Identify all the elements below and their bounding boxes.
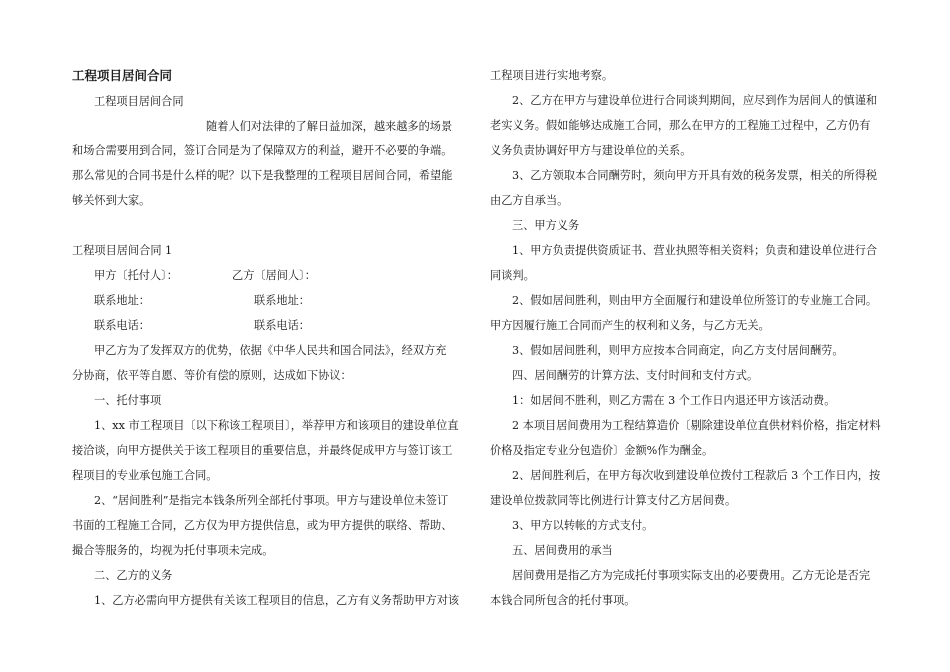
- intro-line-2: 和场合需要用到合同，签订合同是为了保障双方的利益，避开不必要的争端。: [72, 144, 453, 157]
- document-title: 工程项目居间合同: [72, 68, 173, 83]
- clause-1-2-line-1: 2、“居间胜利”是指完本钱条所列全部托付事项。甲方与建设单位未签订: [94, 494, 449, 507]
- document-subtitle: 工程项目居间合同: [94, 95, 184, 108]
- right-line-4: 义务负责协调好甲方与建设单位的关系。: [490, 144, 692, 157]
- right-line-11: 甲方因履行施工合同而产生的权利和义务，与乙方无关。: [490, 319, 770, 332]
- right-line-14: 1：如居间不胜利，则乙方需在 3 个工作日内退还甲方该活动费。: [512, 394, 836, 407]
- preamble-line-1: 甲乙方为了发挥双方的优势，依据《中华人民共和国合同法》，经双方充: [94, 344, 447, 357]
- preamble-line-2: 分协商，依平等自愿、等价有偿的原则，达成如下协议：: [72, 369, 352, 382]
- right-line-3: 老实义务。假如能够达成施工合同，那么在甲方的工程施工过程中，乙方仍有: [490, 119, 871, 132]
- right-line-21: 居间费用是指乙方为完成托付事项实际支出的必要费用。乙方无论是否完: [512, 569, 871, 582]
- right-line-9: 同谈判。: [490, 269, 535, 282]
- phone-row: [94, 318, 454, 334]
- right-line-16: 价格及指定专业分包造价〕金额%作为酬金。: [490, 444, 714, 457]
- phone-b-label: 联系电话：: [254, 319, 310, 332]
- right-line-2: 2、乙方在甲方与建设单位进行合同谈判期间，应尽到作为居间人的慎谨和: [512, 94, 878, 107]
- right-line-5: 3、乙方领取本合同酬劳时，须向甲方开具有效的税务发票，相关的所得税: [512, 169, 878, 182]
- section-4-heading: 四、居间酬劳的计算方法、支付时间和支付方式。: [512, 369, 759, 382]
- section-2-heading: 二、乙方的义务: [94, 569, 173, 582]
- party-a-label: 甲方〔托付人〕：: [94, 269, 178, 282]
- clause-1-1-line-3: 程项目的专业承包施工合同。: [72, 469, 218, 482]
- section-5-heading: 五、居间费用的承当: [512, 544, 613, 557]
- clause-1-1-line-2: 接洽谈，向甲方提供关于该工程项目的重要信息，并最终促成甲方与签订该工: [72, 444, 453, 457]
- right-line-22: 本钱合同所包含的托付事项。: [490, 594, 636, 607]
- section-1-heading: 一、托付事项: [94, 394, 162, 407]
- clause-1-2-line-3: 撮合等服务的，均视为托付事项未完成。: [72, 544, 274, 557]
- right-line-19: 3、甲方以转帐的方式支付。: [512, 519, 654, 532]
- right-line-12: 3、假如居间胜利，则甲方应按本合同商定，向乙方支付居间酬劳。: [512, 344, 844, 357]
- address-b-label: 联系地址：: [254, 294, 310, 307]
- intro-line-3: 那么常见的合同书是什么样的呢？以下是我整理的工程项目居间合同，希望能: [72, 169, 453, 182]
- right-line-18: 建设单位拨款同等比例进行计算支付乙方居间费。: [490, 494, 737, 507]
- clause-1-2-line-2: 书面的工程施工合同，乙方仅为甲方提供信息，或为甲方提供的联络、帮助、: [72, 519, 453, 532]
- intro-line-1: 随着人们对法律的了解日益加深，越来越多的场景: [206, 120, 453, 133]
- address-row: [94, 293, 454, 309]
- clause-1-1-line-1: 1、xx 市工程项目〔以下称该工程项目〕，举荐甲方和该项目的建设单位直: [94, 419, 459, 432]
- intro-line-4: 够关怀到大家。: [72, 194, 151, 207]
- right-line-6: 由乙方自承当。: [490, 194, 569, 207]
- right-line-15: 2 本项目居间费用为工程结算造价〔剔除建设单位直供材料价格，指定材料: [512, 419, 881, 432]
- right-line-10: 2、假如居间胜利，则由甲方全面履行和建设单位所签订的专业施工合同。: [512, 294, 878, 307]
- phone-a-label: 联系电话：: [94, 319, 150, 332]
- right-line-1: 工程项目进行实地考察。: [490, 69, 614, 82]
- party-b-label: 乙方〔居间人〕：: [232, 269, 316, 282]
- address-a-label: 联系地址：: [94, 294, 150, 307]
- clause-2-1-line-1: 1、乙方必需向甲方提供有关该工程项目的信息，乙方有义务帮助甲方对该: [94, 594, 460, 607]
- section-3-heading: 三、甲方义务: [512, 219, 580, 232]
- party-row: [94, 268, 454, 284]
- right-line-17: 2、居间胜利后，在甲方每次收到建设单位拨付工程款后 3 个工作日内，按: [512, 469, 881, 482]
- right-line-8: 1、甲方负责提供资质证书、营业执照等相关资料；负责和建设单位进行合: [512, 244, 878, 257]
- contract-heading: 工程项目居间合同 1: [72, 244, 173, 257]
